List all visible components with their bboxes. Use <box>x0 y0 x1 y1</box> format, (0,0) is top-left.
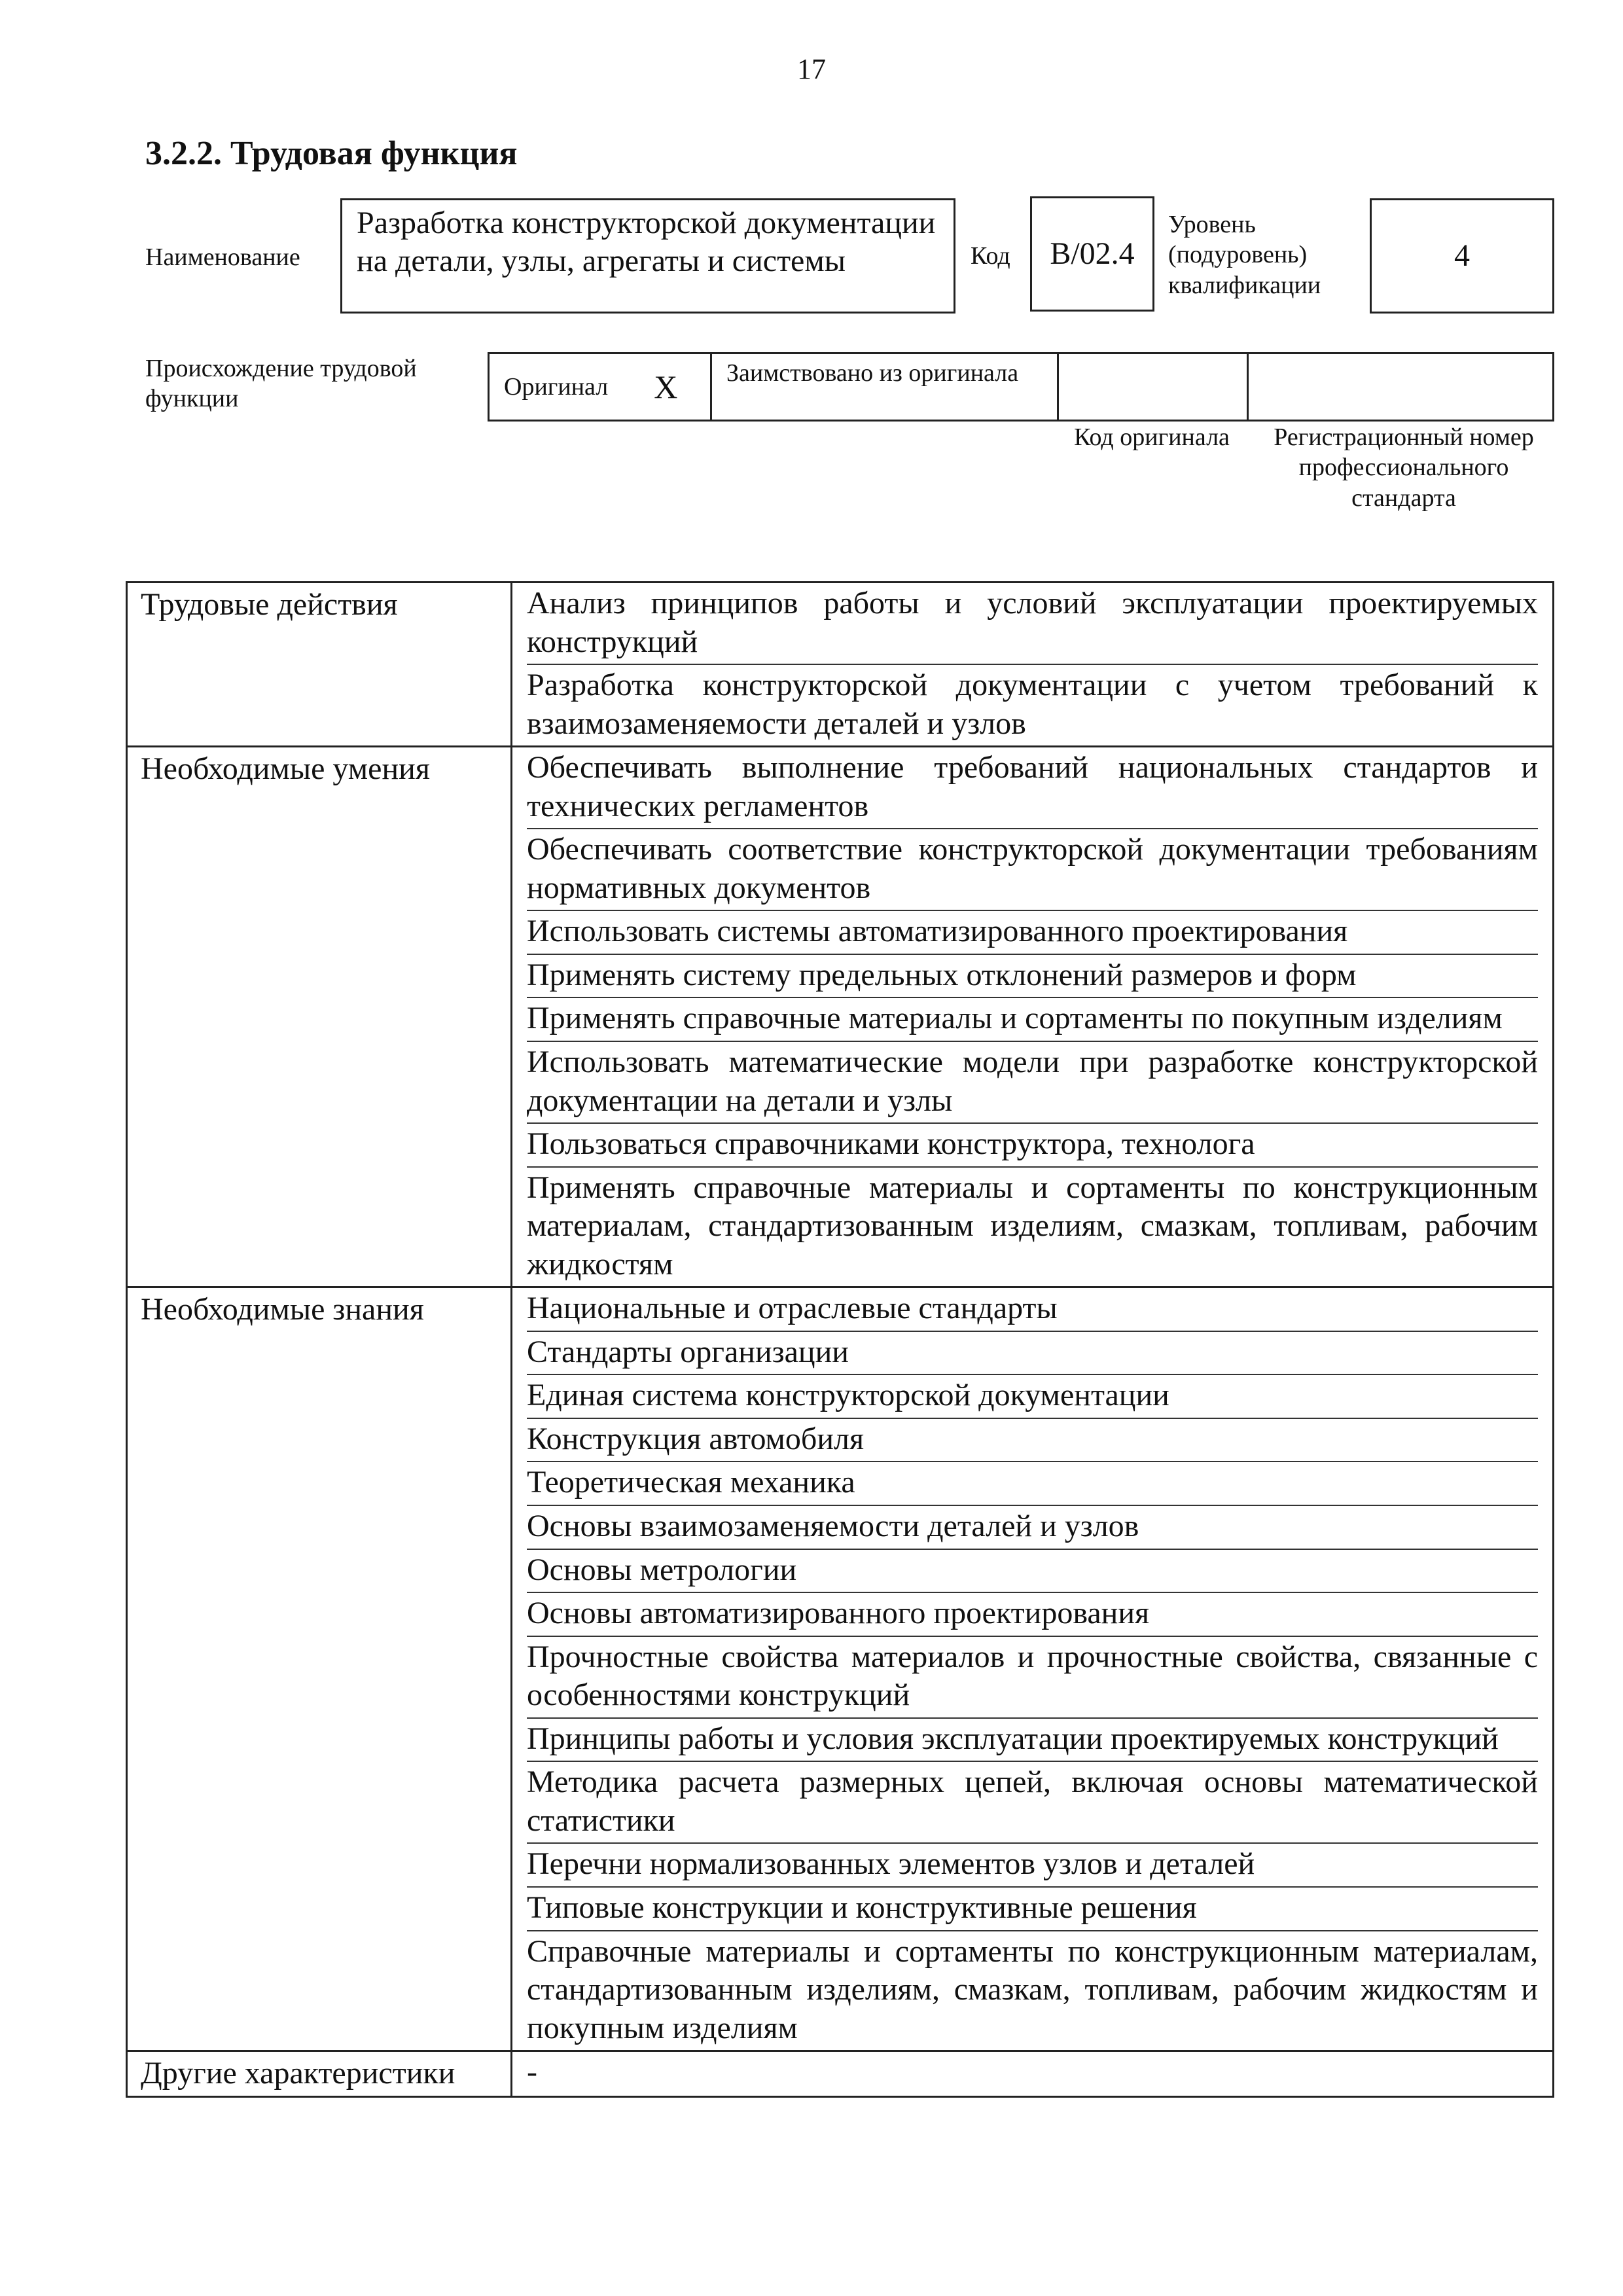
list-item: Типовые конструкции и конструктивные решения <box>527 1888 1538 1931</box>
row-items <box>512 747 1554 1287</box>
row-items <box>512 1287 1554 2051</box>
reg-number-caption: Регистрационный номер профессионального стандарта <box>1274 423 1534 512</box>
list-item: Принципы работы и условия эксплуатации проектируемых конструкций <box>527 1719 1538 1763</box>
origin-borrowed-cell <box>712 354 1059 420</box>
code-value-box <box>1030 196 1154 312</box>
name-label: Наименование <box>145 243 300 271</box>
list-item: Конструкция автомобиля <box>527 1419 1538 1463</box>
page-number: 17 <box>797 53 826 85</box>
list-item: Теоретическая механика <box>527 1462 1538 1506</box>
list-item: Анализ принципов работы и условий эксплуатации проектируемых конструкций <box>527 583 1538 665</box>
table-row <box>127 747 1554 1287</box>
origin-original-cell <box>490 354 712 420</box>
function-table <box>126 581 1554 2098</box>
level-value-box <box>1370 198 1554 314</box>
list-item: Применять справочные материалы и сортаменты по конструкционным материалам, стандартизованным изделиям, смазкам, топливам, рабочим жидкостям <box>527 1170 1538 1282</box>
list-item: Единая система конструкторской документации <box>527 1375 1538 1419</box>
list-item: Обеспечивать выполнение требований национальных стандартов и технических регламентов <box>527 747 1538 829</box>
list-item: Национальные и отраслевые стандарты <box>527 1288 1538 1332</box>
table-row <box>127 583 1554 747</box>
row-items <box>512 583 1554 747</box>
list-item: Основы метрологии <box>527 1550 1538 1594</box>
name-value-box <box>340 198 955 314</box>
row-category: Необходимые умения <box>127 747 512 1287</box>
list-item: Пользоваться справочниками конструктора, технолога <box>527 1124 1538 1168</box>
level-value: 4 <box>1454 238 1470 274</box>
origin-reg-cell <box>1249 354 1552 420</box>
table-row <box>127 2051 1554 2097</box>
list-item: Прочностные свойства материалов и прочностные свойства, связанные с особенностями конструкций <box>527 1637 1538 1719</box>
name-value: Разработка конструкторской документации на детали, узлы, агрегаты и системы <box>357 206 936 278</box>
list-item: Основы взаимозаменяемости деталей и узлов <box>527 1506 1538 1550</box>
list-item: Использовать системы автоматизированного проектирования <box>527 911 1538 955</box>
list-item: Обеспечивать соответствие конструкторской документации требованиям нормативных документов <box>527 829 1538 911</box>
original-label: Оригинал <box>504 372 609 401</box>
table-row <box>127 1287 1554 2051</box>
list-item: Методика расчета размерных цепей, включая основы математической статистики <box>527 1762 1538 1844</box>
origin-code-cell <box>1059 354 1249 420</box>
origin-table <box>488 352 1554 422</box>
row-category: Другие характеристики <box>127 2051 512 2097</box>
level-label: Уровень (подуровень) квалификации <box>1168 211 1321 299</box>
original-mark: X <box>654 368 678 405</box>
list-item: - <box>527 2054 537 2090</box>
list-item: Разработка конструкторской документации с учетом требований к взаимозаменяемости деталей и узлов <box>527 668 1538 741</box>
section-title: 3.2.2. Трудовая функция <box>145 135 518 172</box>
list-item: Основы автоматизированного проектирования <box>527 1593 1538 1637</box>
list-item: Использовать математические модели при разработке конструкторской документации на детали и узлы <box>527 1042 1538 1124</box>
code-label: Код <box>971 242 1010 270</box>
row-items <box>512 2051 1554 2097</box>
list-item: Стандарты организации <box>527 1332 1538 1376</box>
code-original-caption: Код оригинала <box>1074 423 1230 451</box>
code-value: В/02.4 <box>1050 236 1135 272</box>
row-category: Трудовые действия <box>127 583 512 747</box>
list-item: Перечни нормализованных элементов узлов и деталей <box>527 1844 1538 1888</box>
list-item: Справочные материалы и сортаменты по конструкционным материалам, стандартизованным изделиям, смазкам, топливам, рабочим жидкостям и покупным изделиям <box>527 1933 1538 2045</box>
borrowed-label: Заимствовано из оригинала <box>726 359 1019 387</box>
row-category: Необходимые знания <box>127 1287 512 2051</box>
list-item: Применять систему предельных отклонений размеров и форм <box>527 955 1538 999</box>
list-item: Применять справочные материалы и сортаменты по покупным изделиям <box>527 998 1538 1042</box>
origin-label: Происхождение трудовой функции <box>145 355 417 413</box>
